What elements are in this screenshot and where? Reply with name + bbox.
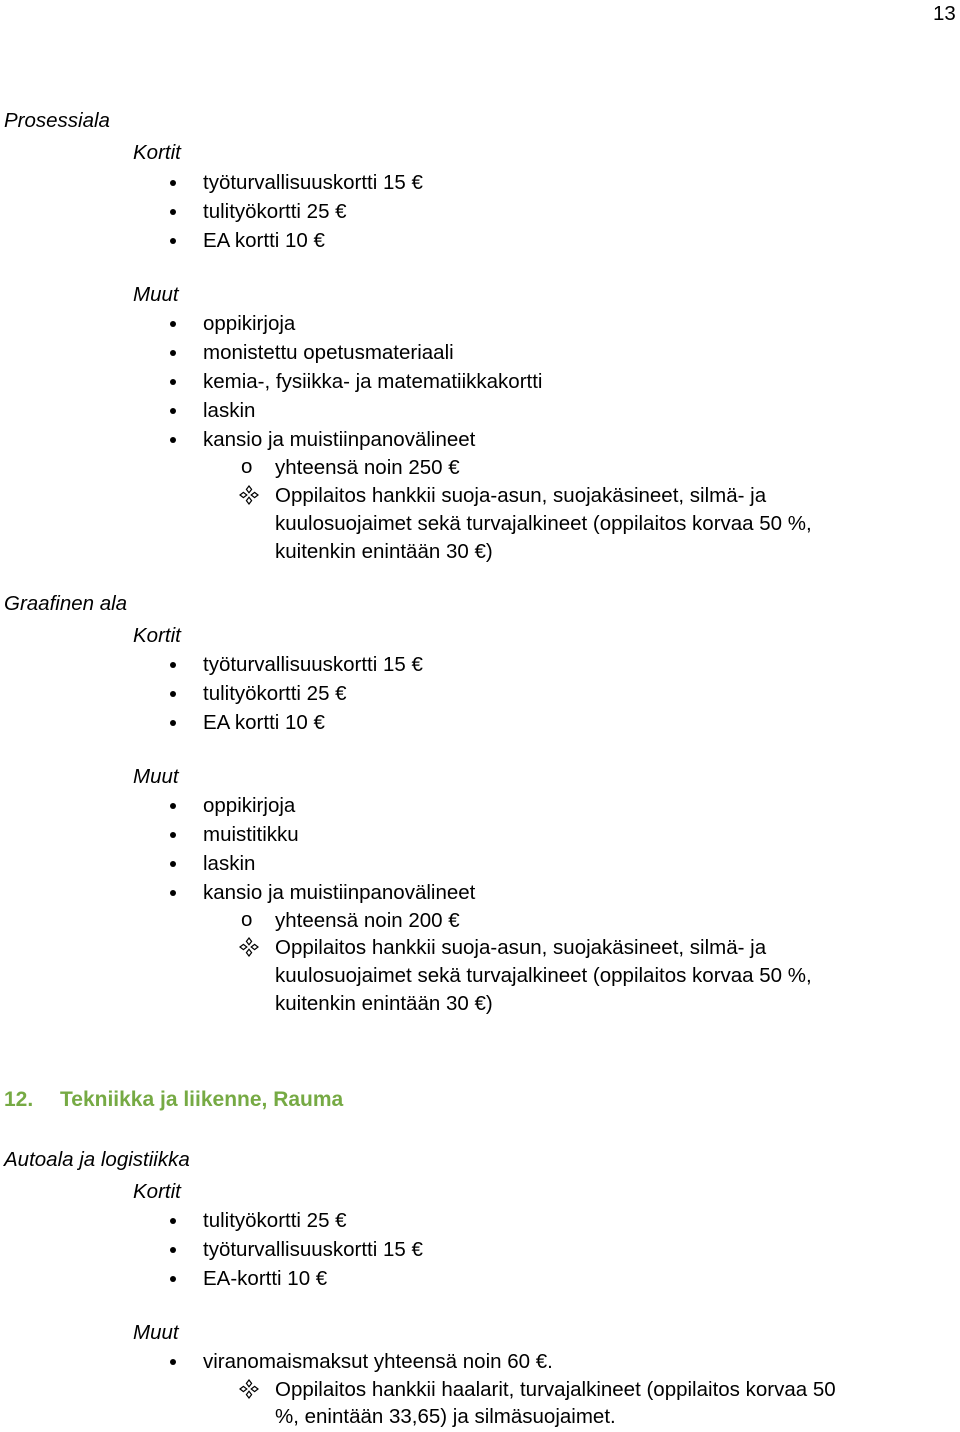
bullet-dot-icon <box>170 1276 176 1282</box>
bullet-dot-icon <box>170 350 176 356</box>
diamond-bullet-icon <box>239 485 259 505</box>
list-item: EA kortti 10 € <box>203 229 325 252</box>
diamond-bullet-icon <box>239 1379 259 1399</box>
list-item: EA-kortti 10 € <box>203 1267 328 1290</box>
bullet-dot-icon <box>170 861 176 867</box>
bullet-dot-icon <box>170 662 176 668</box>
bullet-dot-icon <box>170 803 176 809</box>
list-item: monistettu opetusmateriaali <box>203 341 454 364</box>
bullet-dot-icon <box>170 321 176 327</box>
list-item: EA kortti 10 € <box>203 711 325 734</box>
list-item: tulityökortti 25 € <box>203 1209 347 1232</box>
bullet-dot-icon <box>170 408 176 414</box>
list-item: kemia-, fysiikka- ja matematiikkakortti <box>203 370 543 393</box>
bullet-dot-icon <box>170 1247 176 1253</box>
note-line: kuulosuojaimet sekä turvajalkineet (oppilaitos korvaa 50 %, <box>275 512 812 535</box>
list-item: oppikirjoja <box>203 312 296 335</box>
note-line: kuitenkin enintään 30 €) <box>275 992 493 1015</box>
note-line: Oppilaitos hankkii suoja-asun, suojakäsineet, silmä- ja <box>275 936 767 959</box>
list-item: tulityökortti 25 € <box>203 682 347 705</box>
bullet-dot-icon <box>170 832 176 838</box>
section-title: Tekniikka ja liikenne, Rauma <box>60 1088 344 1111</box>
bullet-dot-icon <box>170 180 176 186</box>
note-line: Oppilaitos hankkii suoja-asun, suojakäsineet, silmä- ja <box>275 484 767 507</box>
section-heading-graafinen-ala: Graafinen ala <box>4 592 128 615</box>
bullet-dot-icon <box>170 691 176 697</box>
list-item: kansio ja muistiinpanovälineet <box>203 881 476 904</box>
list-item: työturvallisuuskortti 15 € <box>203 653 423 676</box>
muut-label: Muut <box>133 283 179 306</box>
kortit-label: Kortit <box>133 624 181 647</box>
kortit-label: Kortit <box>133 1180 181 1203</box>
list-item: muistitikku <box>203 823 299 846</box>
sub-list-item: yhteensä noin 250 € <box>275 456 460 479</box>
muut-label: Muut <box>133 765 179 788</box>
bullet-dot-icon <box>170 238 176 244</box>
bullet-dot-icon <box>170 720 176 726</box>
section-heading-prosessiala: Prosessiala <box>4 109 110 132</box>
section-number: 12. <box>4 1088 34 1111</box>
list-item: oppikirjoja <box>203 794 296 817</box>
list-item: työturvallisuuskortti 15 € <box>203 1238 423 1261</box>
bullet-dot-icon <box>170 379 176 385</box>
muut-label: Muut <box>133 1321 179 1344</box>
page-number: 13 <box>933 2 956 25</box>
bullet-dot-icon <box>170 209 176 215</box>
diamond-bullet-icon <box>239 937 259 957</box>
bullet-dot-icon <box>170 1359 176 1365</box>
list-item: kansio ja muistiinpanovälineet <box>203 428 476 451</box>
note-line: %, enintään 33,65) ja silmäsuojaimet. <box>275 1405 616 1428</box>
bullet-dot-icon <box>170 890 176 896</box>
circle-bullet-icon: o <box>241 908 253 931</box>
note-line: Oppilaitos hankkii haalarit, turvajalkineet (oppilaitos korvaa 50 <box>275 1378 836 1401</box>
bullet-dot-icon <box>170 437 176 443</box>
kortit-label: Kortit <box>133 141 181 164</box>
list-item: tulityökortti 25 € <box>203 200 347 223</box>
list-item: viranomaismaksut yhteensä noin 60 €. <box>203 1350 553 1373</box>
list-item: työturvallisuuskortti 15 € <box>203 171 423 194</box>
bullet-dot-icon <box>170 1218 176 1224</box>
note-line: kuulosuojaimet sekä turvajalkineet (oppilaitos korvaa 50 %, <box>275 964 812 987</box>
note-line: kuitenkin enintään 30 €) <box>275 540 493 563</box>
circle-bullet-icon: o <box>241 455 253 478</box>
section-heading-autoala: Autoala ja logistiikka <box>4 1148 190 1171</box>
list-item: laskin <box>203 852 256 875</box>
list-item: laskin <box>203 399 256 422</box>
sub-list-item: yhteensä noin 200 € <box>275 909 460 932</box>
